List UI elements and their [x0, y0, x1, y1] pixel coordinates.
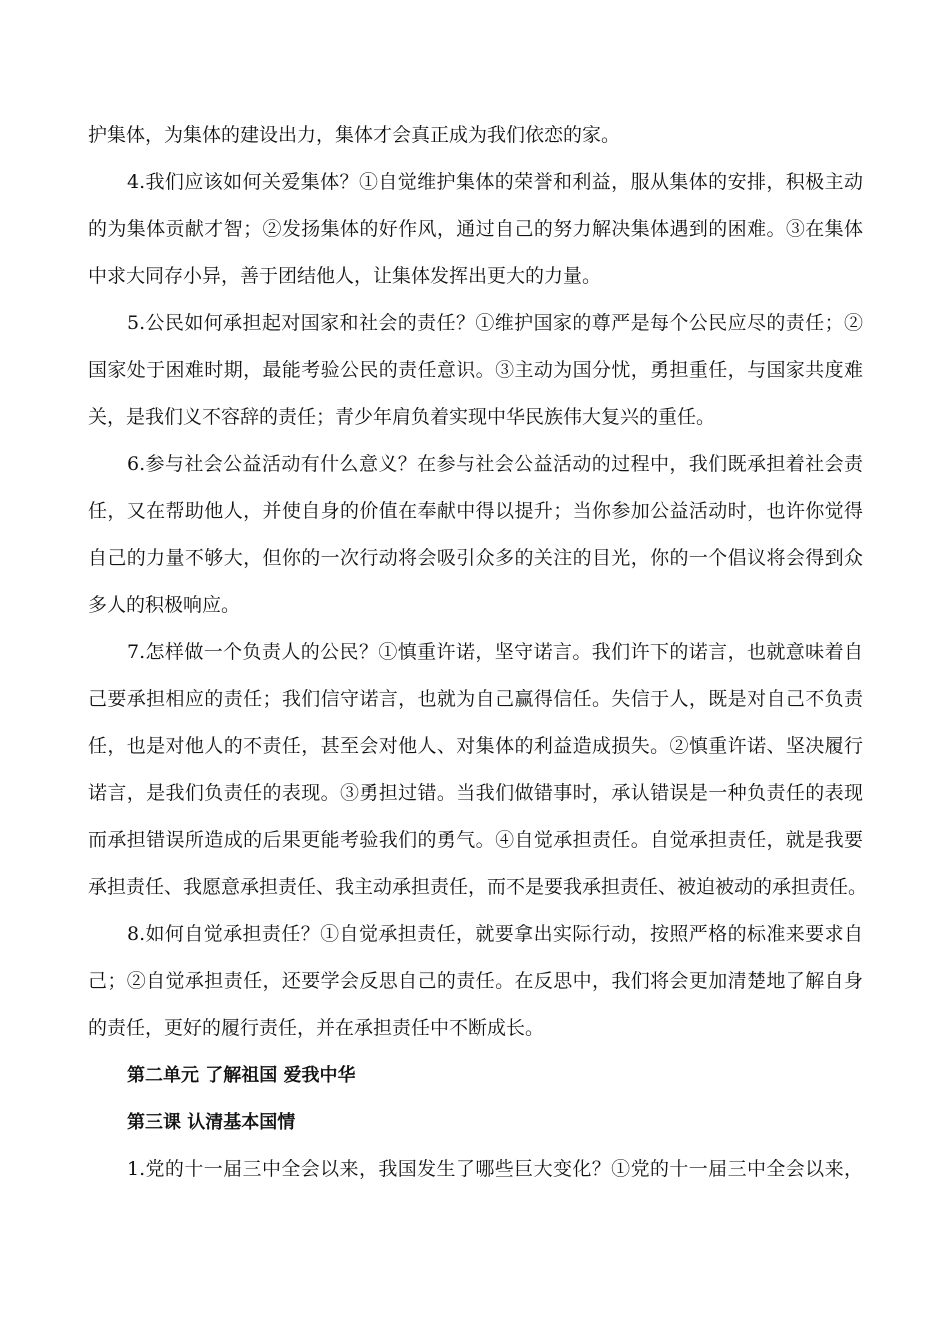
paragraph-line: 诺言，是我们负责任的表现。③勇担过错。当我们做错事时，承认错误是一种负责任的表现: [88, 782, 863, 804]
paragraph-line: 7.怎样做一个负责人的公民？①慎重许诺，坚守诺言。我们许下的诺言，也就意味着自: [127, 641, 863, 663]
paragraph-line: 1.党的十一届三中全会以来，我国发生了哪些巨大变化？①党的十一届三中全会以来，: [127, 1158, 863, 1180]
lesson-heading: 第三课 认清基本国情: [127, 1112, 296, 1133]
paragraph-line: 己；②自觉承担责任，还要学会反思自己的责任。在反思中，我们将会更加清楚地了解自身: [88, 970, 863, 992]
paragraph-line: 任，又在帮助他人，并使自身的价值在奉献中得以提升；当你参加公益活动时，也许你觉得: [88, 500, 863, 522]
paragraph-line: 承担责任、我愿意承担责任、我主动承担责任，而不是要我承担责任、被迫被动的承担责任。: [88, 876, 868, 898]
paragraph-line: 自己的力量不够大，但你的一次行动将会吸引众多的关注的目光，你的一个倡议将会得到众: [88, 547, 863, 569]
paragraph-line: 关，是我们义不容辞的责任；青少年肩负着实现中华民族伟大复兴的重任。: [88, 406, 716, 428]
paragraph-line: 护集体，为集体的建设出力，集体才会真正成为我们依恋的家。: [88, 124, 621, 146]
paragraph-line: 4.我们应该如何关爱集体？①自觉维护集体的荣誉和利益，服从集体的安排，积极主动: [127, 171, 863, 193]
paragraph-line: 多人的积极响应。: [88, 594, 241, 616]
paragraph-line: 己要承担相应的责任；我们信守诺言，也就为自己赢得信任。失信于人，既是对自己不负责: [88, 688, 863, 710]
paragraph-line: 的责任，更好的履行责任，并在承担责任中不断成长。: [88, 1017, 545, 1039]
paragraph-line: 5.公民如何承担起对国家和社会的责任？①维护国家的尊严是每个公民应尽的责任；②: [127, 312, 863, 334]
paragraph-line: 任，也是对他人的不责任，甚至会对他人、对集体的利益造成损失。②慎重许诺、坚决履行: [88, 735, 863, 757]
paragraph-line: 8.如何自觉承担责任？①自觉承担责任，就要拿出实际行动，按照严格的标准来要求自: [127, 923, 863, 945]
paragraph-line: 国家处于困难时期，最能考验公民的责任意识。③主动为国分忧，勇担重任，与国家共度难: [88, 359, 863, 381]
paragraph-line: 的为集体贡献才智；②发扬集体的好作风，通过自己的努力解决集体遇到的困难。③在集体: [88, 218, 863, 240]
paragraph-line: 中求大同存小异，善于团结他人，让集体发挥出更大的力量。: [88, 265, 602, 287]
paragraph-line: 6.参与社会公益活动有什么意义？在参与社会公益活动的过程中，我们既承担着社会责: [127, 453, 863, 475]
paragraph-line: 而承担错误所造成的后果更能考验我们的勇气。④自觉承担责任。自觉承担责任，就是我要: [88, 829, 863, 851]
unit-heading: 第二单元 了解祖国 爱我中华: [127, 1065, 356, 1086]
